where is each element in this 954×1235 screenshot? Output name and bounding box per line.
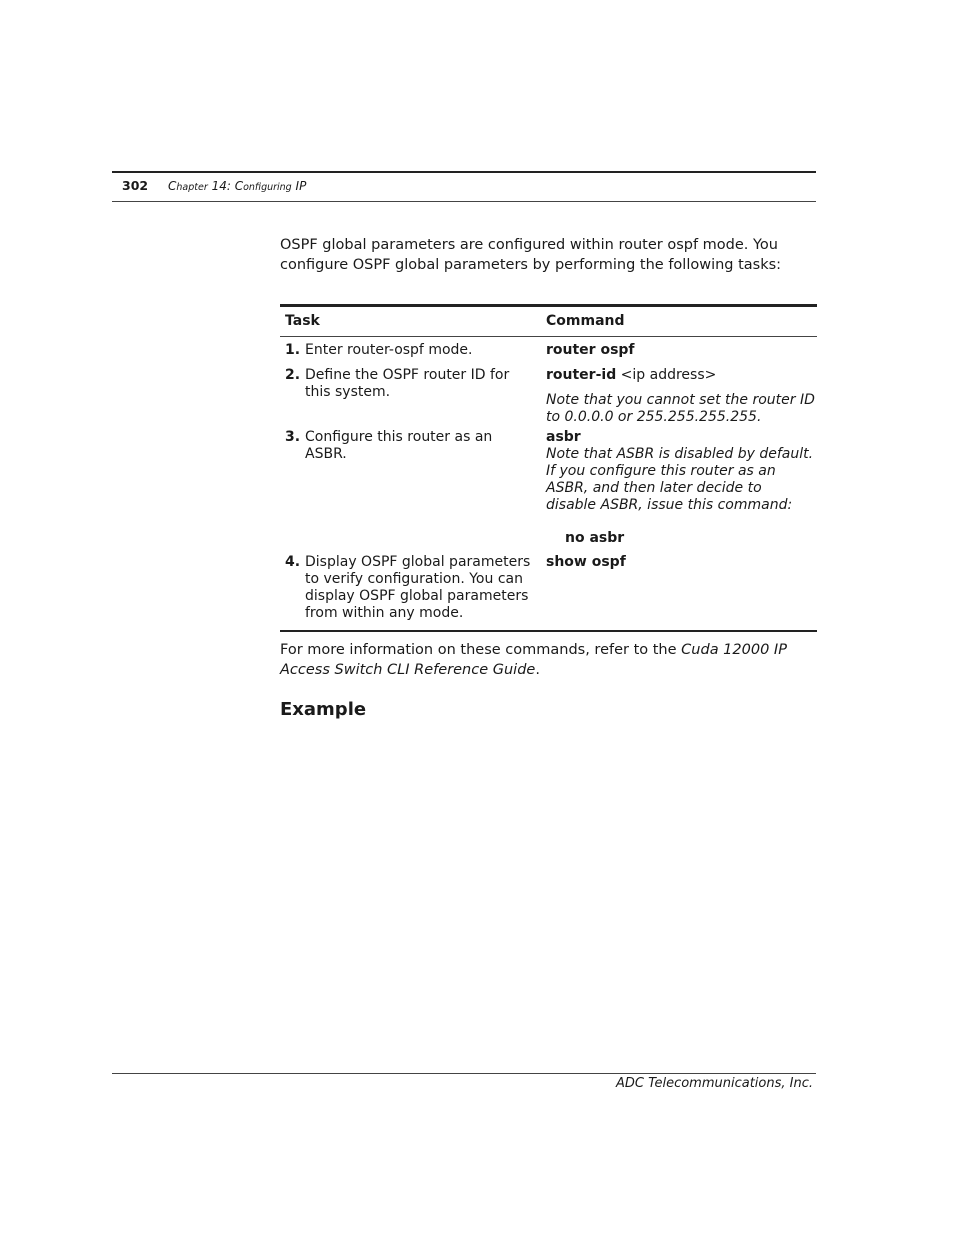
task-command-table (280, 304, 817, 632)
task-cell: 4. Display OSPF global parameters to verify configuration. You can display OSPF global parameters from within any mode. (285, 554, 531, 621)
subcommand: no asbr (565, 530, 625, 546)
section-heading: Example (280, 699, 367, 720)
more-info-paragraph: For more information on these commands, refer to the Cuda 12000 IP Access Switch CLI Reference Guide. (280, 642, 787, 678)
command-cell: asbr (546, 429, 581, 445)
chapter-title: Chapter 14: Configuring IP (168, 179, 307, 193)
command-cell: router ospf (546, 342, 635, 358)
header-command: Command (546, 313, 625, 329)
table-header (280, 307, 817, 337)
table-row (280, 429, 817, 554)
footer-rule (112, 1073, 816, 1074)
page-number: 302 (122, 178, 149, 193)
table-row (280, 337, 817, 362)
task-cell: 1. Enter router-ospf mode. (285, 342, 473, 358)
command-note: Note that ASBR is disabled by default. If you configure this router as an ASBR, and then later decide to disable ASBR, issue this command: (546, 446, 814, 513)
task-cell: 2. Define the OSPF router ID for this system. (285, 367, 510, 400)
footer-company: ADC Telecommunications, Inc. (616, 1076, 813, 1091)
task-cell: 3. Configure this router as an ASBR. (285, 429, 493, 462)
header-rule-top (112, 171, 816, 173)
table-row (280, 554, 817, 630)
command-cell: router-id <ip address> (546, 367, 717, 383)
header-task: Task (285, 313, 320, 329)
reference-guide-title: Cuda 12000 IP Access Switch CLI Reference Guide (280, 642, 787, 678)
table-row (280, 362, 817, 429)
header-rule-bottom (112, 201, 816, 202)
command-note: Note that you cannot set the router ID to 0.0.0.0 or 255.255.255.255. (546, 392, 815, 425)
command-cell: show ospf (546, 554, 626, 570)
intro-paragraph: OSPF global parameters are configured within router ospf mode. You configure OSPF global parameters by performing the following tasks: (280, 237, 782, 273)
